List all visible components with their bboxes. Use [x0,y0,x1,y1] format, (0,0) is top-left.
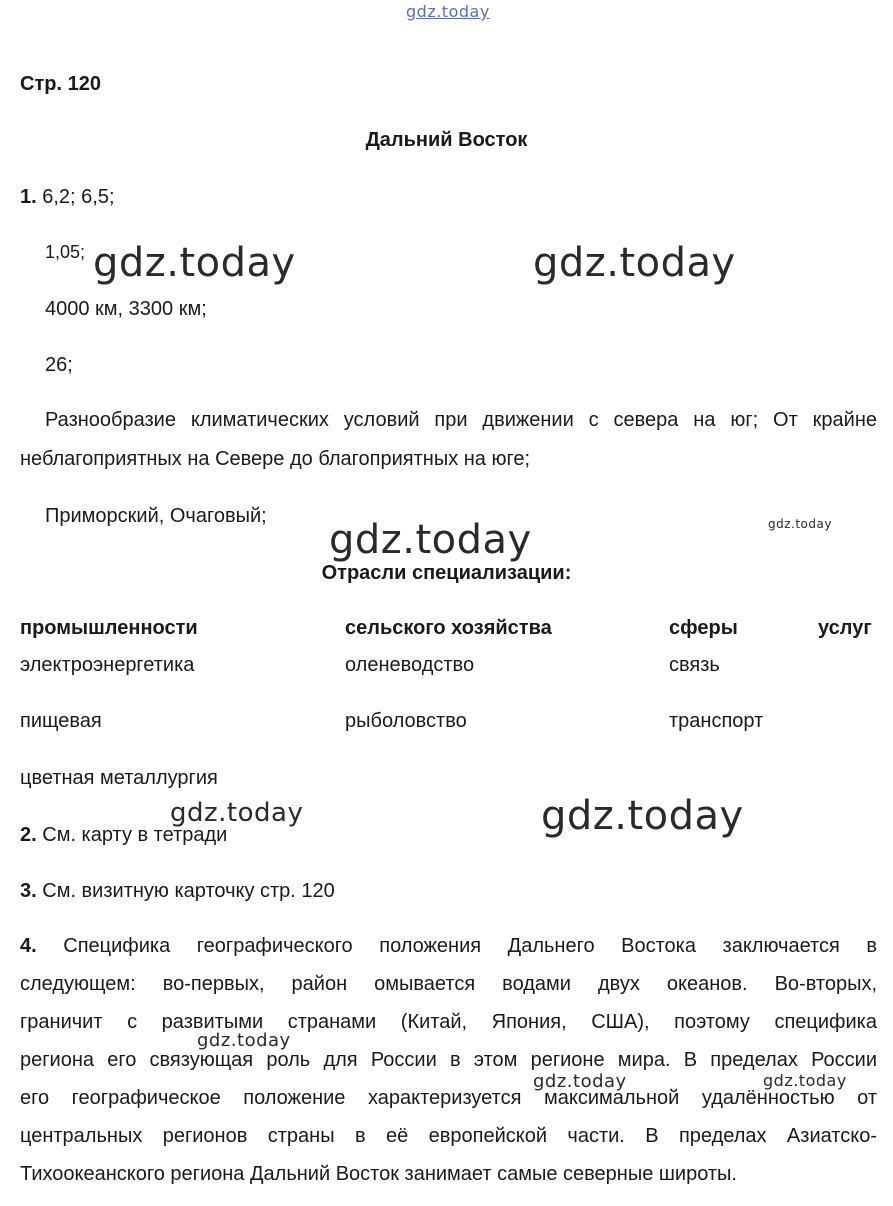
watermark: gdz.today [170,798,304,828]
answer-text: граничит с развитыми странами (Китай, Япония, США), поэтому специфика [20,1011,877,1033]
watermark: gdz.today [541,793,744,839]
table-cell: цветная металлургия [20,767,218,789]
watermark: gdz.today [763,1071,847,1090]
column-header-services: услуг [818,617,872,639]
page-title: Дальний Восток [365,129,528,151]
question-3 [20,879,335,903]
answer-text: 4000 км, 3300 км; [45,298,207,320]
answer-text: Тихоокеанского региона Дальний Восток занимает самые северные широты. [20,1163,737,1185]
question-number: 2. [20,824,37,846]
table-cell: транспорт [669,710,764,732]
table-cell: связь [669,654,720,676]
watermark-top: gdz.today [406,2,490,21]
answer-text: Специфика географического положения Дальнего Востока заключается в [63,935,877,957]
answer-text: Приморский, Очаговый; [45,505,267,527]
table-cell: оленеводство [345,654,475,676]
column-header-services: сферы [669,617,738,639]
table-cell: электроэнергетика [20,654,195,676]
answer-text: См. карту в тетради [42,824,228,846]
question-number: 3. [20,880,37,902]
answer-text: центральных регионов страны в её европейской части. В пределах Азиатско- [20,1125,877,1147]
answer-text: следующем: во-первых, район омывается водами двух океанов. Во-вторых, [20,973,877,995]
column-header-industry: промышленности [20,617,198,639]
answer-text: См. визитную карточку стр. 120 [42,880,335,902]
table-cell: рыболовство [345,710,467,732]
answer-text: 1,05; [45,242,86,262]
column-header-agriculture: сельского хозяйства [345,617,552,639]
question-number: 4. [20,935,37,957]
watermark: gdz.today [533,240,736,286]
watermark: gdz.today [329,517,532,563]
watermark: gdz.today [197,1030,291,1051]
answer-text: его географическое положение характеризуется максимальной удалённостью от [20,1087,877,1109]
specialization-title: Отрасли специализации: [321,562,572,584]
watermark: gdz.today [533,1071,627,1092]
answer-text: региона его связующая роль для России в этом регионе мира. В пределах России [20,1049,877,1071]
answer-text: 26; [45,354,73,376]
answer-text: неблагоприятных на Севере до благоприятных на юге; [20,448,531,470]
question-4 [20,935,877,958]
watermark: gdz.today [768,517,832,531]
answer-text: 6,2; 6,5; [42,186,115,208]
page-label: Стр. 120 [20,73,101,95]
table-cell: пищевая [20,710,102,732]
watermark: gdz.today [93,240,296,286]
question-1 [20,185,115,209]
answer-text: Разнообразие климатических условий при движении с севера на юг; От крайне [45,409,877,431]
question-number: 1. [20,186,37,208]
